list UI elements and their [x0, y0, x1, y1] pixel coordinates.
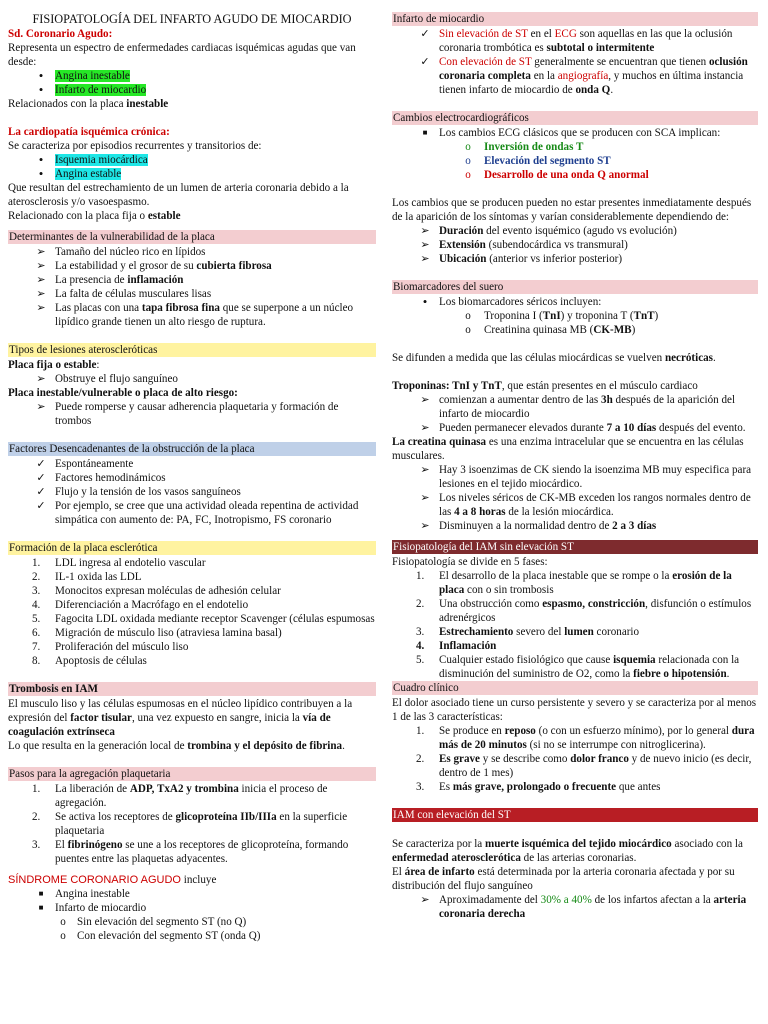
circle-bullet-icon: o — [465, 141, 471, 153]
check-icon: ✓ — [36, 472, 46, 484]
sd-related: Relacionados con la placa inestable — [8, 98, 169, 110]
list-item: 7. Proliferación del músculo liso — [32, 641, 189, 653]
list-item: 3. Estrechamiento severo del lumen coronario — [416, 626, 640, 638]
list-item: ■ Los cambios ECG clásicos que se producen con SCA implican: — [392, 126, 758, 140]
cic-related: Relacionado con la placa fija o estable — [8, 210, 181, 222]
list-item: 3. El fibrinógeno se une a los receptores de glicoproteína, formando puentes entre las plaquetas adyacentes. — [32, 839, 349, 865]
cic-text-2: Que resultan del estrechamiento de un lumen de arteria coronaria debido a la aterosclerosis y/o vasoespasmo. — [8, 182, 349, 208]
square-bullet-icon: ■ — [422, 128, 428, 137]
arrow-icon: ➢ — [36, 401, 46, 413]
cambios-list — [392, 126, 758, 182]
arrow-icon: ➢ — [36, 274, 46, 286]
arrow-icon: ➢ — [36, 260, 46, 272]
list-item: 1. Se produce en reposo (o con un esfuerzo mínimo), por lo general dura más de 20 minutos (si no se interrumpe con nitroglicerina). — [416, 725, 755, 751]
list-item: • Infarto de miocardio — [8, 83, 376, 97]
list-item: ✓ Con elevación de ST generalmente se encuentran que tienen oclusión coronaria completa en la angiografía, y muchos en última instancia tienen infarto de miocardio de onda Q. — [392, 55, 758, 97]
cic-text: Se caracteriza por episodios recurrentes y transitorios de: — [8, 140, 262, 152]
section-header-factores: Factores Desencadenantes de la obstrucción de la placa — [8, 442, 376, 456]
fisiopatologia-list — [392, 569, 758, 681]
sca-list — [8, 887, 376, 943]
arrow-icon: ➢ — [420, 894, 430, 906]
bullet-icon: • — [38, 68, 44, 83]
list-item: ■ Infarto de miocardio — [8, 901, 376, 915]
list-item: ✓ Sin elevación de ST en el ECG son aquellas en las que la oclusión coronaria trombótica es subtotal o intermitente — [392, 27, 758, 55]
check-icon: ✓ — [36, 458, 46, 470]
circle-bullet-icon: o — [465, 310, 471, 322]
section-header-cambios: Cambios electrocardiográficos — [392, 111, 758, 125]
square-bullet-icon: ■ — [38, 889, 44, 898]
check-icon: ✓ — [36, 486, 46, 498]
tipos-inestable: Placa inestable/vulnerable o placa de alto riesgo: — [8, 387, 238, 399]
biomarcadores-list — [392, 295, 758, 337]
square-bullet-icon: ■ — [38, 903, 44, 912]
list-item: 1. La liberación de ADP, TxA2 y trombina inicia el proceso de agregación. — [32, 783, 328, 809]
sca-heading: SÍNDROME CORONARIO AGUDO incluye — [8, 874, 217, 886]
trombosis-text-2: Lo que resulta en la generación local de trombina y el depósito de fibrina. — [8, 740, 345, 752]
arrow-icon: ➢ — [36, 246, 46, 258]
list-item: o Desarrollo de una onda Q anormal — [392, 168, 758, 182]
circle-bullet-icon: o — [465, 155, 471, 167]
iam-text: Se caracteriza por la muerte isquémica del tejido miocárdico asociado con la enfermedad aterosclerótica de las arterias coronarias. — [392, 838, 743, 864]
list-item: 2. Se activa los receptores de glicoproteína IIb/IIIa en la superficie plaquetaria — [32, 811, 348, 837]
list-item: ➢ Extensión (subendocárdica vs transmural) — [392, 238, 758, 252]
sd-list — [8, 69, 376, 97]
section-header-formacion: Formación de la placa esclerótica — [8, 541, 376, 555]
formacion-list — [8, 556, 376, 668]
list-item: ➢ Disminuyen a la normalidad dentro de 2 a 3 días — [392, 519, 758, 533]
arrow-icon: ➢ — [420, 464, 430, 476]
list-item: ➢ Las placas con una tapa fibrosa fina que se superpone a un núcleo lipídico grande tienen un alto riesgo de ruptura. — [8, 301, 376, 329]
list-item: 2. Una obstrucción como espasmo, constricción, disfunción o estímulos adrenérgicos — [416, 598, 752, 624]
sd-heading: Sd. Coronario Agudo: — [8, 28, 113, 40]
list-item: 3. Es más grave, prolongado o frecuente que antes — [416, 781, 661, 793]
list-item: ✓ Flujo y la tensión de los vasos sanguíneos — [8, 485, 376, 499]
determinantes-list — [8, 245, 376, 329]
list-item: • Angina estable — [8, 167, 376, 181]
list-item: o Elevación del segmento ST — [392, 154, 758, 168]
list-item: ➢ Tamaño del núcleo rico en lípidos — [8, 245, 376, 259]
cambios-text: Los cambios que se producen pueden no estar presentes inmediatamente después de la aparición de los síntomas y varían considerablemente dependiendo de: — [392, 197, 752, 223]
section-header-pasos: Pasos para la agregación plaquetaria — [8, 767, 376, 781]
arrow-icon: ➢ — [420, 492, 430, 504]
iam-list — [392, 893, 758, 921]
arrow-icon: ➢ — [420, 520, 430, 532]
troponinas-text: Troponinas: TnI y TnT, que están presentes en el músculo cardiaco — [392, 380, 698, 392]
list-item: 2. Es grave y se describe como dolor franco y de nuevo inicio (es decir, dentro de 1 mes) — [416, 753, 752, 779]
iam-text-2: El área de infarto está determinada por la arteria coronaria afectada y por su distribución del flujo sanguíneo — [392, 866, 735, 892]
fisiopatologia-text: Fisiopatología se divide en 5 fases: — [392, 556, 548, 568]
list-item: • Angina inestable — [8, 69, 376, 83]
list-item: • Isquemia miocárdica — [8, 153, 376, 167]
list-item: o Sin elevación del segmento ST (no Q) — [8, 915, 376, 929]
list-item: 3. Monocitos expresan moléculas de adhesión celular — [32, 585, 281, 597]
section-header-cuadro-clinico: Cuadro clínico — [392, 681, 758, 695]
tipos-fija: Placa fija o estable: — [8, 359, 100, 371]
list-item: ➢ La falta de células musculares lisas — [8, 287, 376, 301]
infarto-list — [392, 27, 758, 97]
list-item: 8. Apoptosis de células — [32, 655, 147, 667]
circle-bullet-icon: o — [465, 324, 471, 336]
page-title: FISIOPATOLOGÍA DEL INFARTO AGUDO DE MIOCARDIO — [32, 12, 352, 26]
check-icon: ✓ — [36, 500, 46, 512]
section-header-infarto: Infarto de miocardio — [392, 12, 758, 26]
list-item: 1. El desarrollo de la placa inestable que se rompe o la erosión de la placa con o sin trombosis — [416, 570, 732, 596]
arrow-icon: ➢ — [420, 225, 430, 237]
circle-bullet-icon: o — [60, 916, 66, 928]
cic-list — [8, 153, 376, 181]
tipos-inestable-list — [8, 400, 376, 428]
dependencia-list — [392, 224, 758, 266]
cuadro-clinico-list — [392, 724, 758, 794]
list-item: o Creatinina quinasa MB (CK-MB) — [392, 323, 758, 337]
check-icon: ✓ — [420, 28, 430, 40]
section-header-tipos: Tipos de lesiones ateroscleróticas — [8, 343, 376, 357]
list-item: ■ Angina inestable — [8, 887, 376, 901]
section-header-iam-elevacion: IAM con elevación del ST — [392, 808, 758, 822]
list-item: o Inversión de ondas T — [392, 140, 758, 154]
list-item: ➢ comienzan a aumentar dentro de las 3h después de la aparición del infarto de miocardio — [392, 393, 758, 421]
left-column — [8, 12, 376, 943]
list-item: o Con elevación del segmento ST (onda Q) — [8, 929, 376, 943]
list-item: ➢ Los niveles séricos de CK-MB exceden los rangos normales dentro de las 4 a 8 horas de la lesión miocárdica. — [392, 491, 758, 519]
right-column — [392, 12, 758, 921]
list-item: 2. IL-1 oxida las LDL — [32, 571, 142, 583]
bullet-icon: • — [422, 294, 428, 309]
list-item: 4. Diferenciación a Macrófago en el endotelio — [32, 599, 249, 611]
pasos-list — [8, 782, 376, 866]
section-header-trombosis: Trombosis en IAM — [8, 682, 376, 696]
check-icon: ✓ — [420, 56, 430, 68]
list-item: 5. Fagocita LDL oxidada mediante receptor Scavenger (células espumosas — [32, 613, 375, 625]
list-item: ➢ La estabilidad y el grosor de su cubierta fibrosa — [8, 259, 376, 273]
list-item: ➢ Puede romperse y causar adherencia plaquetaria y formación de trombos — [8, 400, 376, 428]
list-item: ✓ Por ejemplo, se cree que una actividad oleada repentina de actividad simpática con aumento de: PA, FC, Inotropismo, FS coronario — [8, 499, 376, 527]
bullet-icon: • — [38, 82, 44, 97]
arrow-icon: ➢ — [36, 302, 46, 314]
arrow-icon: ➢ — [36, 288, 46, 300]
list-item: ➢ Ubicación (anterior vs inferior posterior) — [392, 252, 758, 266]
ck-list — [392, 463, 758, 533]
list-item: o Troponina I (TnI) y troponina T (TnT) — [392, 309, 758, 323]
arrow-icon: ➢ — [420, 394, 430, 406]
biomarcadores-text: Se difunden a medida que las células miocárdicas se vuelven necróticas. — [392, 352, 716, 364]
list-item: ➢ Hay 3 isoenzimas de CK siendo la isoenzima MB muy especifica para lesiones en el tejido miocárdico. — [392, 463, 758, 491]
bullet-icon: • — [38, 152, 44, 167]
section-header-biomarcadores: Biomarcadores del suero — [392, 280, 758, 294]
list-item: ➢ Obstruye el flujo sanguíneo — [8, 372, 376, 386]
bullet-icon: • — [38, 166, 44, 181]
list-item: ➢ Aproximadamente del 30% a 40% de los infartos afectan a la arteria coronaria derecha — [392, 893, 758, 921]
list-item: ➢ La presencia de inflamación — [8, 273, 376, 287]
list-item: 6. Migración de músculo liso (atraviesa lamina basal) — [32, 627, 282, 639]
list-item: • Los biomarcadores séricos incluyen: — [392, 295, 758, 309]
circle-bullet-icon: o — [465, 169, 471, 181]
sd-text: Representa un espectro de enfermedades cardiacas isquémicas agudas que van desde: — [8, 42, 356, 68]
circle-bullet-icon: o — [60, 930, 66, 942]
list-item: ➢ Duración del evento isquémico (agudo vs evolución) — [392, 224, 758, 238]
list-item: 5. Cualquier estado fisiológico que cause isquemia relacionada con la disminución del suministro de O2, como la fiebre o hipotensión. — [416, 654, 740, 680]
factores-list — [8, 457, 376, 527]
trombosis-text: El musculo liso y las células espumosas en el núcleo lipídico contribuyen a la expresión del factor tisular, una vez expuesto en sangre, inicia la vía de coagulación extrínseca — [8, 698, 353, 738]
troponinas-list — [392, 393, 758, 435]
ck-text: La creatina quinasa es una enzima intracelular que se encuentra en las células musculares. — [392, 436, 744, 462]
list-item: 4. Inflamación — [416, 640, 497, 652]
cic-heading: La cardiopatía isquémica crónica: — [8, 126, 170, 138]
arrow-icon: ➢ — [420, 239, 430, 251]
arrow-icon: ➢ — [36, 373, 46, 385]
arrow-icon: ➢ — [420, 422, 430, 434]
list-item: ➢ Pueden permanecer elevados durante 7 a 10 días después del evento. — [392, 421, 758, 435]
section-header-fisiopatologia: Fisiopatología del IAM sin elevación ST — [392, 540, 758, 554]
list-item: ✓ Espontáneamente — [8, 457, 376, 471]
arrow-icon: ➢ — [420, 253, 430, 265]
list-item: 1. LDL ingresa al endotelio vascular — [32, 557, 206, 569]
list-item: ✓ Factores hemodinámicos — [8, 471, 376, 485]
section-header-determinantes: Determinantes de la vulnerabilidad de la placa — [8, 230, 376, 244]
cuadro-clinico-text: El dolor asociado tiene un curso persistente y severo y se caracteriza por al menos 1 de las 3 características: — [392, 697, 757, 723]
tipos-fija-list — [8, 372, 376, 386]
